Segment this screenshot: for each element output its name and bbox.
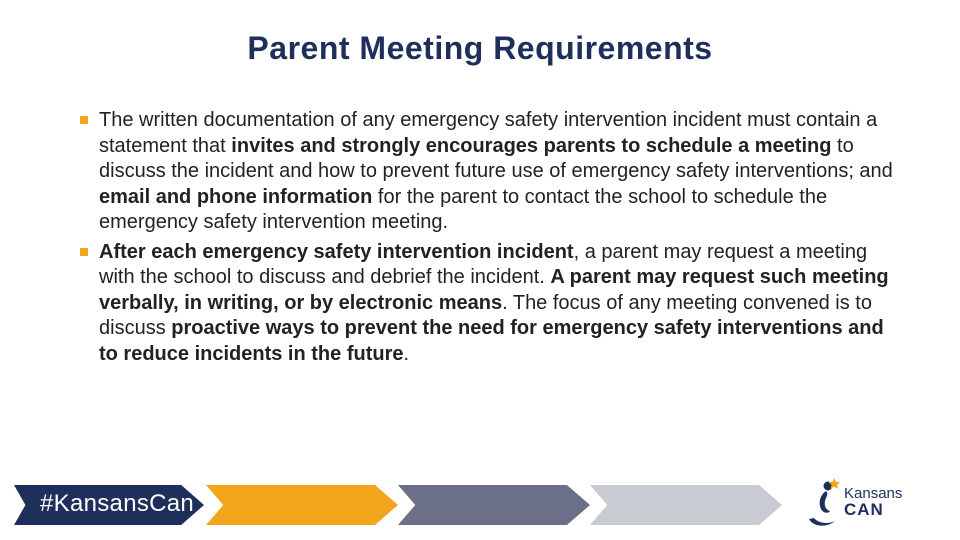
footer-band-gray — [398, 485, 590, 525]
bullet-2-segment-1: After each emergency safety intervention incident — [99, 240, 574, 263]
logo-text-can: CAN — [844, 500, 884, 519]
bullet-square-icon — [80, 248, 88, 256]
footer-band-light-gray — [590, 485, 782, 525]
logo-text-kansans: Kansans — [844, 485, 903, 502]
hashtag-text: #KansansCan — [40, 490, 195, 517]
bullet-1-segment-1: The written documentation of any emergency safety intervention incident must contain a statement that — [99, 109, 878, 157]
kansans-can-logo — [806, 473, 926, 531]
bullet-list — [78, 108, 898, 371]
footer-band-orange — [206, 485, 398, 525]
bullet-1-segment-3: to discuss the incident and how to prevent future use of emergency safety interventions; and — [99, 134, 893, 182]
kansans-can-figure-icon — [806, 473, 844, 531]
bullet-2-segment-4: . The focus of any meeting convened is to discuss — [99, 291, 872, 339]
bullet-item-1 — [78, 108, 898, 236]
bullet-2-segment-2: , a parent may request a meeting with the school to discuss and debrief the incident. — [99, 240, 868, 288]
bullet-item-2 — [78, 240, 898, 368]
bullet-1-segment-2: invites and strongly encourages parents to schedule a meeting — [231, 134, 832, 157]
page-title: Parent Meeting Requirements — [247, 30, 713, 66]
bullet-1-segment-5: for the parent to contact the school to schedule the emergency safety intervention meeting. — [99, 185, 828, 233]
bullet-2-segment-5: proactive ways to prevent the need for emergency safety interventions and to reduce incidents in the future — [99, 317, 884, 365]
bullet-1-segment-4: email and phone information — [99, 185, 373, 208]
bullet-2-segment-3: A parent may request such meeting verbally, in writing, or by electronic means — [99, 266, 889, 314]
bullet-2-segment-6: . — [403, 342, 410, 365]
bullet-square-icon — [80, 116, 88, 124]
